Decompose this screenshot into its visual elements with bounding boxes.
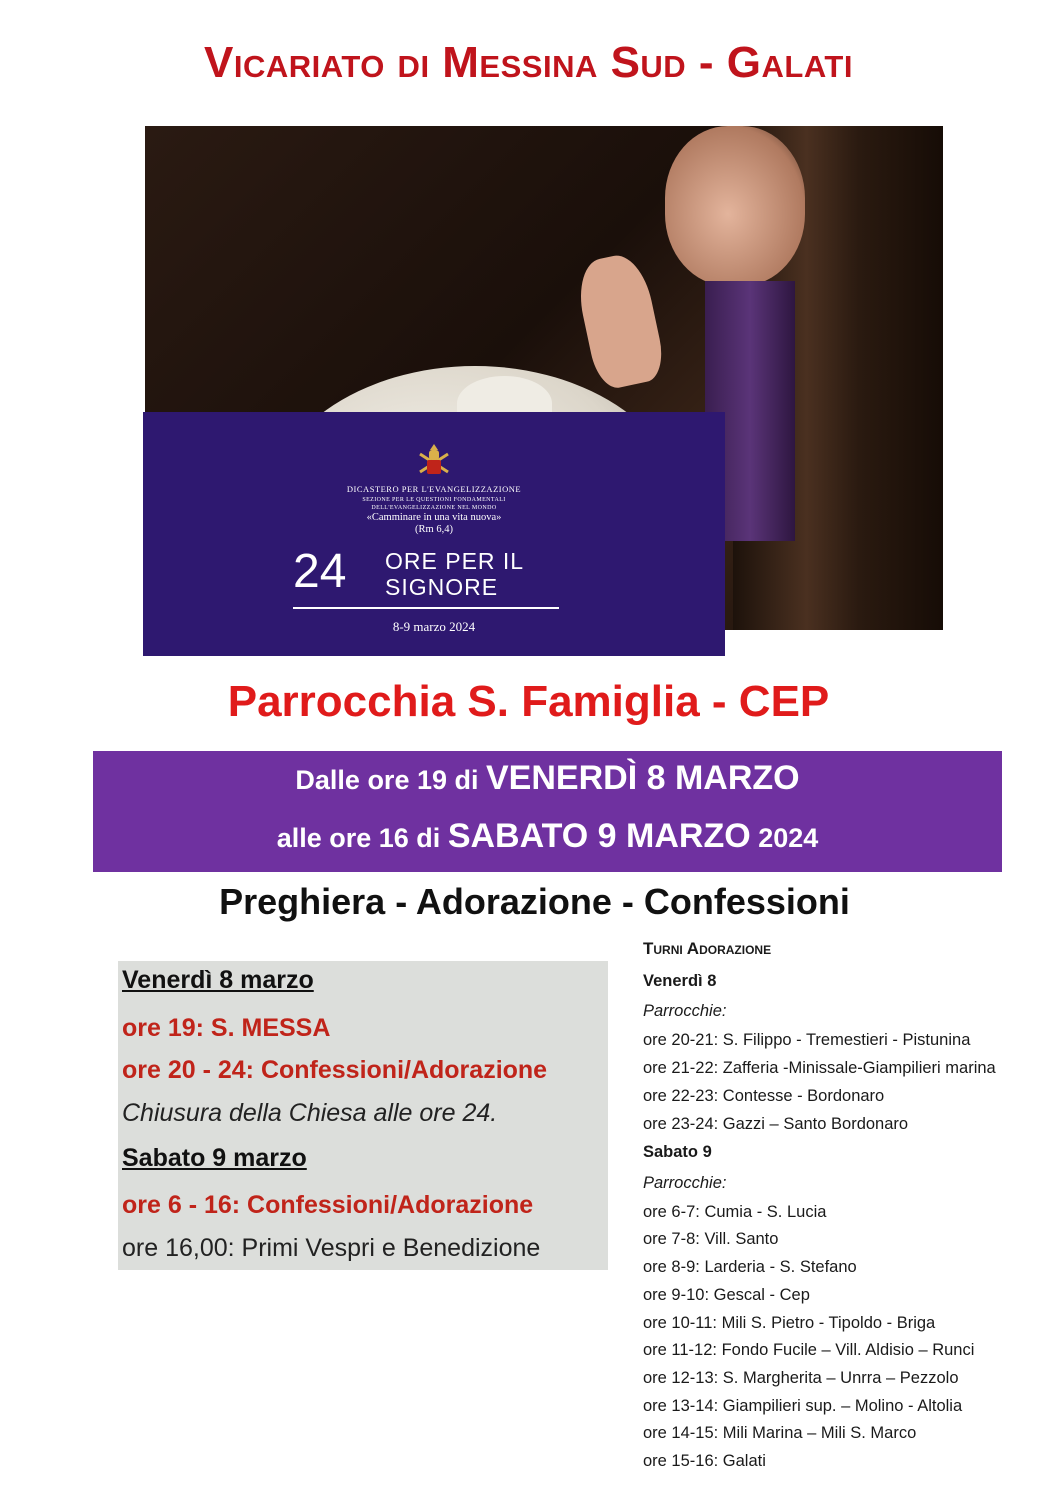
banner-line-2 [93, 817, 1002, 856]
turni-item: ore 13-14: Giampilieri sup. – Molino - Altolia [643, 1397, 963, 1415]
turni-item: ore 12-13: S. Margherita – Unrra – Pezzolo [643, 1369, 959, 1387]
event-logo [143, 412, 725, 656]
dicastero-section [143, 496, 725, 512]
turni-item: ore 7-8: Vill. Santo [643, 1230, 779, 1248]
dicastero-name: DICASTERO PER L'EVANGELIZZAZIONE [346, 484, 522, 494]
turni-item: ore 11-12: Fondo Fucile – Vill. Aldisio – Runci [643, 1341, 975, 1359]
friday-mass: ore 19: S. MESSA [122, 1014, 331, 1042]
turni-item: ore 20-21: S. Filippo - Tremestieri - Pistunina [643, 1031, 971, 1049]
turni-item: ore 6-7: Cumia - S. Lucia [643, 1203, 827, 1221]
hours-number: 24 [293, 545, 347, 598]
turni-item: ore 8-9: Larderia - S. Stefano [643, 1258, 857, 1276]
banner-line-1-date: VENERDÌ 8 MARZO [486, 759, 800, 797]
banner-line-2-date: SABATO 9 MARZO [447, 817, 751, 855]
event-name [385, 548, 524, 600]
turni-item: ore 21-22: Zafferia -Minissale-Giampilieri marina [643, 1059, 996, 1077]
turni-item: ore 23-24: Gazzi – Santo Bordonaro [643, 1115, 909, 1133]
dicastero-section-line-1: SEZIONE PER LE QUESTIONI FONDAMENTALI [362, 497, 506, 503]
turni-saturday-parrocchie: Parrocchie: [643, 1174, 727, 1192]
turni-friday: Venerdì 8 [643, 972, 717, 990]
saturday-title: Sabato 9 marzo [122, 1144, 307, 1172]
saturday-vespers: ore 16,00: Primi Vespri e Benedizione [122, 1234, 541, 1262]
turni-saturday: Sabato 9 [643, 1143, 712, 1161]
turni-item: ore 9-10: Gescal - Cep [643, 1286, 810, 1304]
event-date: 8-9 marzo 2024 [392, 619, 476, 634]
turni-friday-parrocchie: Parrocchie: [643, 1002, 727, 1020]
friday-title: Venerdì 8 marzo [122, 966, 314, 994]
divider [293, 607, 559, 609]
turni-item: ore 15-16: Galati [643, 1452, 766, 1470]
friday-confessions: ore 20 - 24: Confessioni/Adorazione [122, 1056, 548, 1084]
friday-closing: Chiusura della Chiesa alle ore 24. [122, 1099, 498, 1127]
priest-figure [665, 126, 805, 286]
banner-line-1-prefix: Dalle ore 19 di [295, 765, 486, 795]
dicastero-section-line-2: DELL'EVANGELIZZAZIONE NEL MONDO [371, 505, 497, 511]
motto: «Camminare in una vita nuova» [366, 512, 502, 523]
schedule-box [118, 961, 608, 1270]
turni-title: Turni Adorazione [643, 939, 772, 958]
saturday-confessions: ore 6 - 16: Confessioni/Adorazione [122, 1191, 534, 1219]
date-banner [93, 751, 1002, 872]
page-title: Vicariato di Messina Sud - Galati [204, 38, 853, 87]
subtitle: Preghiera - Adorazione - Confessioni [219, 881, 850, 922]
event-name-line-1: ORE PER IL [385, 548, 525, 574]
parish-name: Parrocchia S. Famiglia - CEP [227, 677, 830, 726]
raised-hand [572, 250, 667, 392]
turni-item: ore 22-23: Contesse - Bordonaro [643, 1087, 885, 1105]
turni-item: ore 14-15: Mili Marina – Mili S. Marco [643, 1424, 917, 1442]
banner-line-2-year: 2024 [750, 823, 819, 853]
bible-reference: (Rm 6,4) [415, 524, 453, 535]
banner-line-1 [93, 759, 1002, 798]
event-name-line-2: SIGNORE [385, 574, 499, 600]
papal-crest-icon [414, 442, 454, 478]
turni-item: ore 10-11: Mili S. Pietro - Tipoldo - Briga [643, 1314, 936, 1332]
banner-line-2-prefix: alle ore 16 di [276, 823, 448, 853]
